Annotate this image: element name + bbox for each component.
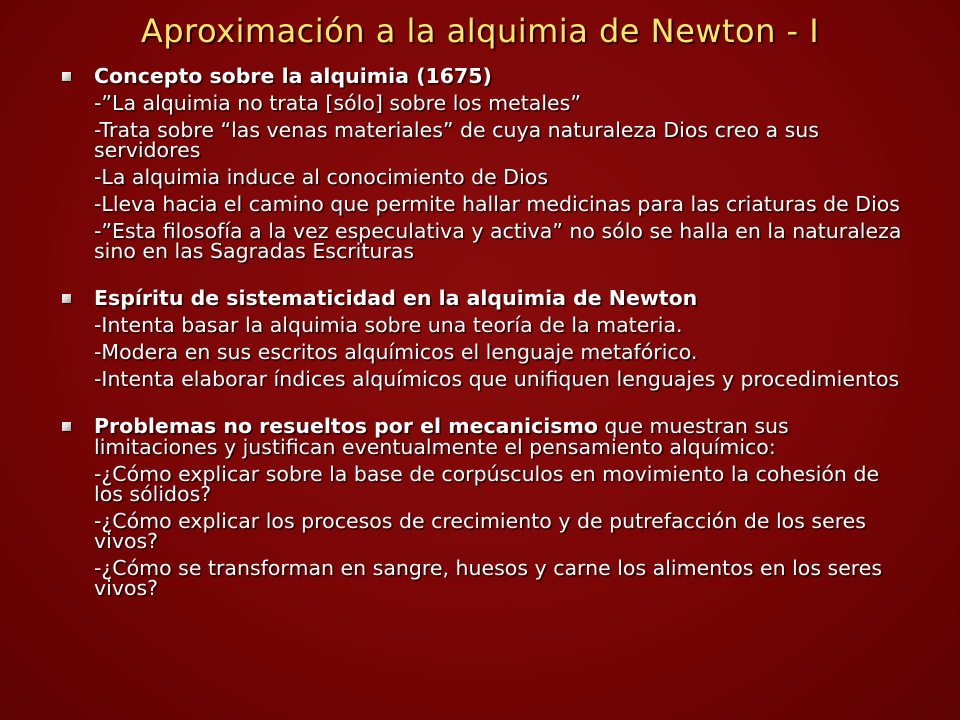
section-systematicity [62, 288, 912, 389]
square-bullet-icon [62, 422, 71, 431]
sub-item: -Trata sobre “las venas materiales” de cuya naturaleza Dios creo a sus servidores [94, 118, 819, 162]
slide-body [62, 66, 912, 605]
sub-item: -Intenta elaborar índices alquímicos que unifiquen lenguajes y procedimientos [94, 367, 900, 391]
sub-item: -”Esta filosofía a la vez especulativa y activa” no sólo se halla en la naturaleza sino en las Sagradas Escrituras [94, 219, 902, 263]
heading-bold-text: Problemas no resueltos por el mecanicismo [94, 414, 598, 438]
section-mechanicism-problems [62, 416, 912, 598]
sub-item: -Modera en sus escritos alquímicos el lenguaje metafórico. [94, 340, 698, 364]
sub-item: -La alquimia induce al conocimiento de Dios [94, 165, 548, 189]
section-alchemy-concept [62, 66, 912, 261]
heading-bold-text: Concepto sobre la alquimia (1675) [94, 64, 492, 88]
bullet-heading [62, 288, 912, 309]
heading-text: que muestran sus limitaciones y justifican eventualmente el pensamiento alquímico: [94, 414, 789, 459]
sub-item: -Intenta basar la alquimia sobre una teoría de la materia. [94, 313, 683, 337]
square-bullet-icon [62, 294, 71, 303]
slide-title: Aproximación a la alquimia de Newton - I [140, 12, 820, 50]
square-bullet-icon [62, 72, 71, 81]
sub-item: -¿Cómo se transforman en sangre, huesos y carne los alimentos en los seres vivos? [94, 556, 883, 600]
bullet-heading [62, 66, 912, 87]
sub-item: -Lleva hacia el camino que permite hallar medicinas para las criaturas de Dios [94, 192, 900, 216]
sub-item: -¿Cómo explicar los procesos de crecimiento y de putrefacción de los seres vivos? [94, 509, 866, 553]
sub-item: -¿Cómo explicar sobre la base de corpúsculos en movimiento la cohesión de los sólidos? [94, 462, 880, 506]
heading-bold-text: Espíritu de sistematicidad en la alquimia de Newton [94, 286, 698, 310]
bullet-heading [62, 416, 912, 458]
sub-item: -”La alquimia no trata [sólo] sobre los metales” [94, 91, 581, 115]
